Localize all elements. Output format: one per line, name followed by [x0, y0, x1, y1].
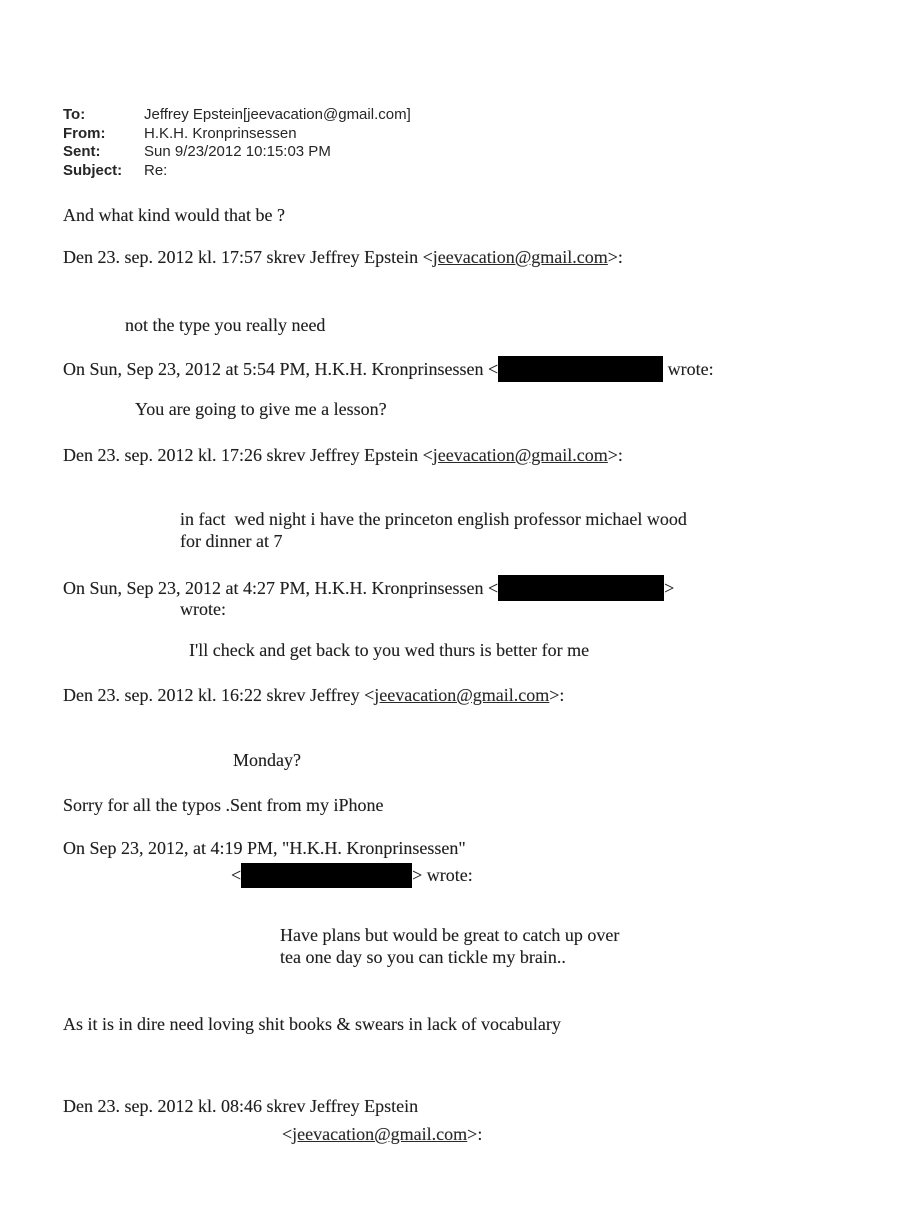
header-value-sent: Sun 9/23/2012 10:15:03 PM	[144, 143, 331, 160]
attribution-text: >:	[549, 685, 565, 705]
attribution-text: >:	[607, 445, 623, 465]
quote-attribution	[282, 1124, 482, 1146]
header-field-to	[63, 106, 411, 125]
quote-attribution	[63, 575, 674, 601]
email-address-link: jeevacation@gmail.com	[374, 685, 550, 705]
attribution-text: Den 23. sep. 2012 kl. 17:57 skrev Jeffrey Epstein <	[63, 247, 433, 267]
attribution-text: <	[231, 865, 242, 885]
header-field-sent	[63, 143, 411, 162]
quote-attribution	[63, 247, 623, 269]
attribution-wrote: wrote:	[180, 599, 226, 619]
email-header	[63, 106, 411, 180]
attribution-text: Den 23. sep. 2012 kl. 16:22 skrev Jeffrey <	[63, 685, 375, 705]
attribution-text: >	[664, 578, 675, 598]
quote-attribution	[63, 356, 714, 382]
attribution-text: >:	[607, 247, 623, 267]
header-field-subject	[63, 162, 411, 181]
attribution-text: > wrote:	[412, 865, 473, 885]
attribution-text: <	[282, 1124, 293, 1144]
header-value-to: Jeffrey Epstein[jeevacation@gmail.com]	[144, 106, 411, 123]
quote-attribution	[231, 863, 473, 888]
message-text: not the type you really need	[125, 315, 326, 335]
header-label-subject: Subject:	[63, 161, 123, 179]
message-text: As it is in dire need loving shit books & swears in lack of vocabulary	[63, 1014, 561, 1034]
header-value-from: H.K.H. Kronprinsessen	[144, 124, 297, 142]
attribution-text: wrote:	[663, 359, 714, 379]
attribution-text: Den 23. sep. 2012 kl. 17:26 skrev Jeffrey Epstein <	[63, 445, 433, 465]
quote-attribution: On Sep 23, 2012, at 4:19 PM, "H.K.H. Kronprinsessen"	[63, 838, 466, 858]
email-address-link: jeevacation@gmail.com	[432, 445, 608, 465]
header-label-from: From:	[63, 124, 106, 142]
redaction-box	[241, 863, 412, 888]
message-text: I'll check and get back to you wed thurs is better for me	[189, 640, 590, 660]
attribution-text: On Sun, Sep 23, 2012 at 5:54 PM, H.K.H. Kronprinsessen <	[63, 359, 499, 379]
message-text: Monday?	[233, 750, 301, 770]
attribution-text: On Sun, Sep 23, 2012 at 4:27 PM, H.K.H. Kronprinsessen <	[63, 578, 499, 598]
message-text: in fact wed night i have the princeton english professor michael wood for dinner at 7	[180, 509, 692, 551]
quote-attribution	[63, 445, 623, 467]
redaction-box	[498, 575, 664, 601]
message-text: Have plans but would be great to catch up over tea one day so you can tickle my brain..	[280, 925, 624, 967]
header-label-sent: Sent:	[63, 143, 101, 160]
attribution-text: >:	[467, 1124, 483, 1144]
message-text: You are going to give me a lesson?	[135, 399, 387, 419]
message-text: Sorry for all the typos .Sent from my iPhone	[63, 795, 384, 815]
message-text: And what kind would that be ?	[63, 205, 285, 225]
email-address-link: jeevacation@gmail.com	[292, 1124, 468, 1144]
quote-attribution: Den 23. sep. 2012 kl. 08:46 skrev Jeffrey Epstein	[63, 1096, 419, 1116]
quote-attribution	[63, 685, 564, 707]
redaction-box	[498, 356, 663, 382]
header-label-to: To:	[63, 106, 86, 123]
header-value-subject: Re:	[144, 161, 168, 179]
email-address-link: jeevacation@gmail.com	[432, 247, 608, 267]
header-field-from	[63, 125, 411, 144]
